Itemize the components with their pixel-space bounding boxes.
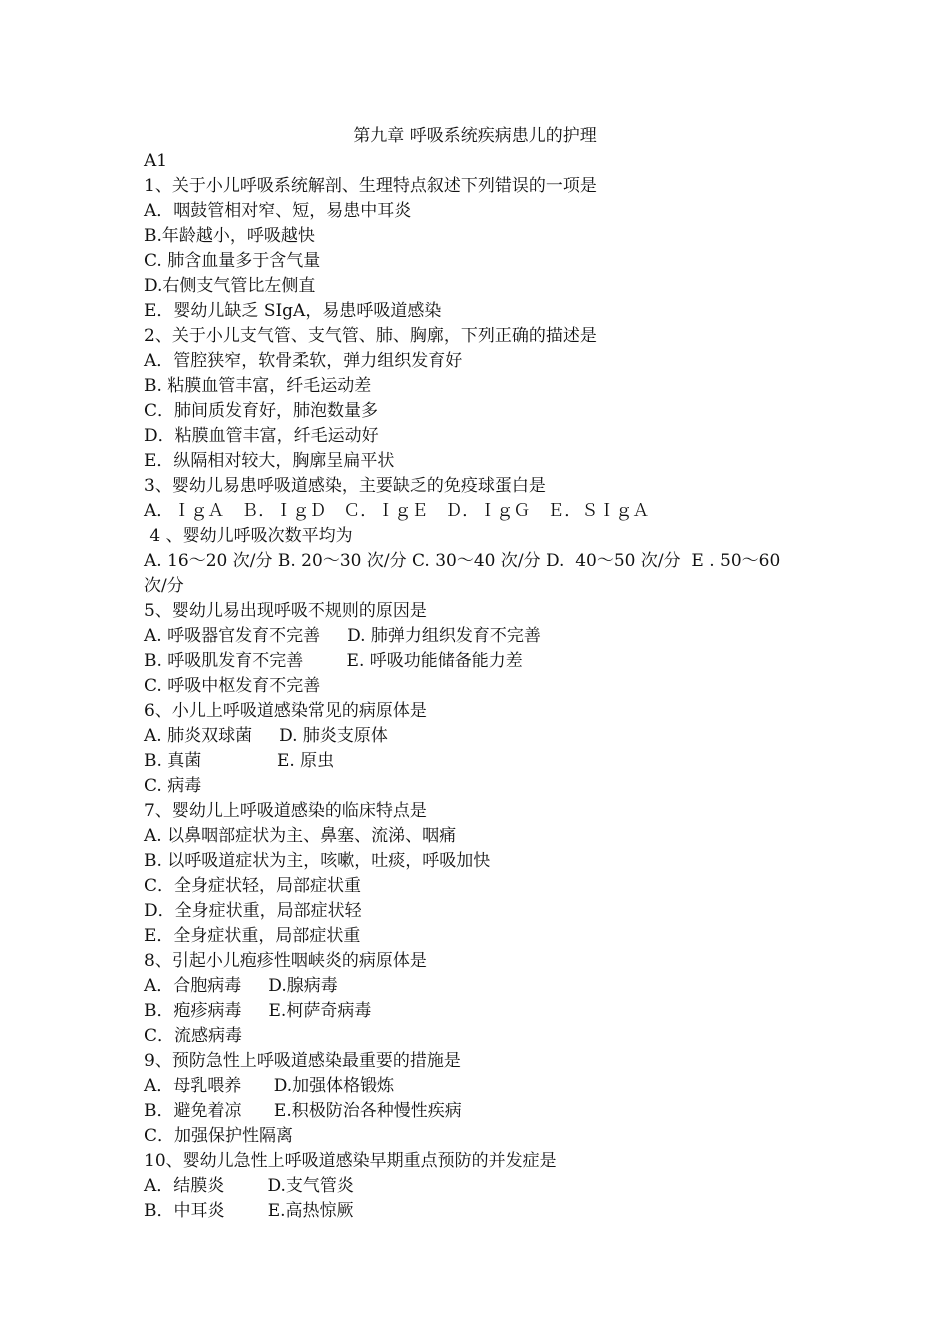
q2-option-a: A．管腔狭窄，软骨柔软，弹力组织发育好 <box>144 351 463 371</box>
q9-option-c: C．加强保护性隔离 <box>144 1126 294 1146</box>
q6-options-ad: A. 肺炎双球菌 D. 肺炎支原体 <box>144 726 388 746</box>
q9-options-be: B．避免着凉 E.积极防治各种慢性疾病 <box>144 1101 462 1121</box>
q2-option-e: E．纵隔相对较大，胸廓呈扁平状 <box>144 451 395 471</box>
q2-option-b: B. 粘膜血管丰富，纤毛运动差 <box>144 376 372 396</box>
q1-option-b: B.年龄越小，呼吸越快 <box>144 226 315 246</box>
q1-option-c: C. 肺含血量多于含气量 <box>144 251 321 271</box>
question-8: 8、引起小儿疱疹性咽峡炎的病原体是 <box>144 951 427 971</box>
q7-option-e: E．全身症状重，局部症状重 <box>144 926 361 946</box>
question-10: 10、婴幼儿急性上呼吸道感染早期重点预防的并发症是 <box>144 1151 557 1171</box>
q7-option-b: B. 以呼吸道症状为主，咳嗽，吐痰，呼吸加快 <box>144 851 491 871</box>
q8-options-ad: A．合胞病毒 D.腺病毒 <box>144 976 338 996</box>
q9-options-ad: A．母乳喂养 D.加强体格锻炼 <box>144 1076 395 1096</box>
q6-option-c: C. 病毒 <box>144 776 202 796</box>
document-body <box>144 149 824 1224</box>
q7-option-a: A. 以鼻咽部症状为主、鼻塞、流涕、咽痛 <box>144 826 457 846</box>
q7-option-d: D．全身症状重，局部症状轻 <box>144 901 362 921</box>
q6-options-be: B. 真菌 E. 原虫 <box>144 751 335 771</box>
q1-option-a: A．咽鼓管相对窄、短，易患中耳炎 <box>144 201 412 221</box>
question-3: 3、婴幼儿易患呼吸道感染，主要缺乏的免疫球蛋白是 <box>144 476 546 496</box>
q3-options: A．ＩｇＡ Ｂ．ＩｇＤ Ｃ．ＩｇＥ Ｄ．ＩｇＧ Ｅ．ＳＩｇＡ <box>144 501 650 521</box>
q7-option-c: C．全身症状轻，局部症状重 <box>144 876 362 896</box>
question-4: 4 、婴幼儿呼吸次数平均为 <box>144 526 353 546</box>
q4-options-continued: 次/分 <box>144 576 184 596</box>
q4-options: A. 16～20 次/分 B. 20～30 次/分 C. 30～40 次/分 D. 40～50 次/分 E . 50～60 <box>144 551 781 571</box>
chapter-title: 第九章 呼吸系统疾病患儿的护理 <box>353 126 597 146</box>
question-1: 1、关于小儿呼吸系统解剖、生理特点叙述下列错误的一项是 <box>144 176 597 196</box>
q2-option-d: D．粘膜血管丰富，纤毛运动好 <box>144 426 379 446</box>
q1-option-e: E．婴幼儿缺乏 SIgA，易患呼吸道感染 <box>144 301 442 321</box>
q5-options-ad: A. 呼吸器官发育不完善 D. 肺弹力组织发育不完善 <box>144 626 541 646</box>
q10-options-ad: A．结膜炎 D.支气管炎 <box>144 1176 354 1196</box>
q5-options-be: B. 呼吸肌发育不完善 E. 呼吸功能储备能力差 <box>144 651 523 671</box>
question-5: 5、婴幼儿易出现呼吸不规则的原因是 <box>144 601 427 621</box>
q1-option-d: D.右侧支气管比左侧直 <box>144 276 316 296</box>
question-9: 9、预防急性上呼吸道感染最重要的措施是 <box>144 1051 461 1071</box>
q10-options-be: B．中耳炎 E.高热惊厥 <box>144 1201 354 1221</box>
question-6: 6、小儿上呼吸道感染常见的病原体是 <box>144 701 427 721</box>
question-7: 7、婴幼儿上呼吸道感染的临床特点是 <box>144 801 427 821</box>
q5-option-c: C. 呼吸中枢发育不完善 <box>144 676 321 696</box>
q8-option-c: C．流感病毒 <box>144 1026 243 1046</box>
section-label: A1 <box>144 151 168 171</box>
question-2: 2、关于小儿支气管、支气管、肺、胸廓，下列正确的描述是 <box>144 326 597 346</box>
q8-options-be: B．疱疹病毒 E.柯萨奇病毒 <box>144 1001 372 1021</box>
q2-option-c: C．肺间质发育好，肺泡数量多 <box>144 401 379 421</box>
